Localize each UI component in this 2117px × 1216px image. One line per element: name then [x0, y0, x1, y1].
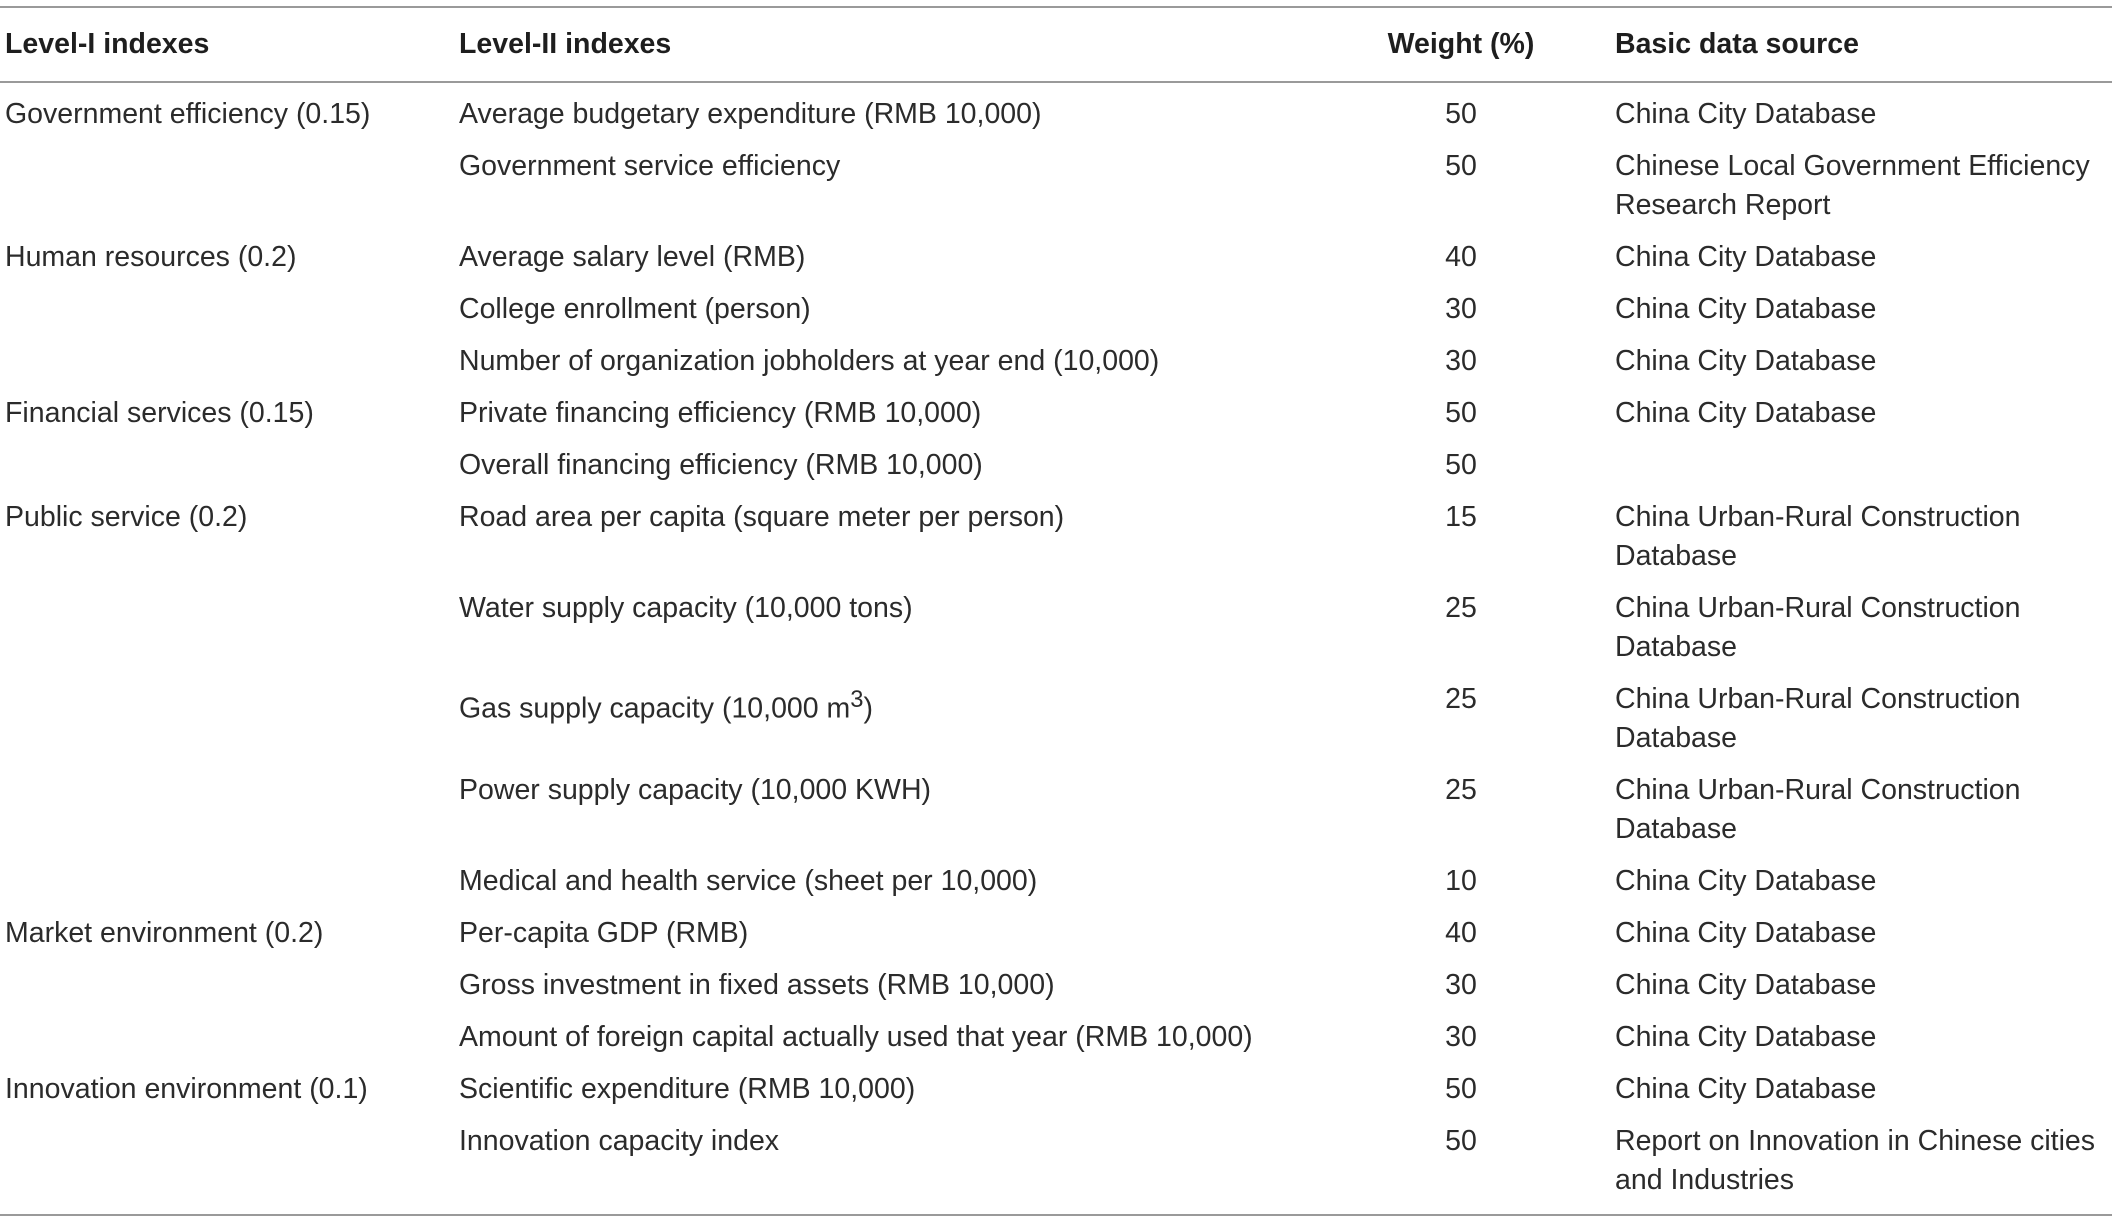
table-body: [0, 82, 2112, 1215]
cell-level2: Average salary level (RMB): [459, 241, 806, 273]
cell-level2: Gross investment in fixed assets (RMB 10,000): [459, 969, 1055, 1001]
cell-weight: 50: [1445, 98, 1477, 130]
superscript-exponent: 3: [850, 686, 864, 713]
cell-source: China City Database: [1615, 865, 1877, 897]
cell-weight: 30: [1445, 1021, 1477, 1053]
cell-level1: Government efficiency (0.15): [5, 98, 371, 130]
cell-level2: Scientific expenditure (RMB 10,000): [459, 1073, 916, 1105]
header-weight: Weight (%): [1387, 28, 1535, 60]
cell-level1: Financial services (0.15): [5, 397, 314, 429]
cell-weight: 50: [1445, 449, 1477, 481]
cell-source: China City Database: [1615, 345, 1877, 377]
cell-source: China City Database: [1615, 241, 1877, 273]
table-row: [0, 142, 2112, 233]
cell-level1: Market environment (0.2): [5, 917, 324, 949]
cell-weight: 15: [1445, 501, 1477, 533]
cell-level1: [0, 857, 455, 909]
cell-source: China Urban-Rural Construction Database: [1615, 774, 2021, 845]
cell-level2: Amount of foreign capital actually used that year (RMB 10,000): [459, 1021, 1253, 1053]
table-row: [0, 493, 2112, 584]
cell-source: China Urban-Rural Construction Database: [1615, 592, 2021, 663]
table-row: [0, 909, 2112, 961]
cell-source: Report on Innovation in Chinese cities and Industries: [1615, 1125, 2096, 1196]
table-row: [0, 961, 2112, 1013]
cell-level2-text: Gas supply capacity (10,000 m: [459, 692, 851, 725]
cell-level2: Road area per capita (square meter per person): [459, 501, 1065, 533]
index-system-table: [0, 6, 2112, 1216]
cell-level1: [0, 675, 455, 766]
header-row: [0, 7, 2112, 82]
cell-source: China City Database: [1615, 293, 1877, 325]
cell-source: China City Database: [1615, 917, 1877, 949]
cell-level2: College enrollment (person): [459, 293, 811, 325]
cell-level2: Power supply capacity (10,000 KWH): [459, 774, 932, 806]
table-row: [0, 441, 2112, 493]
cell-level1: Public service (0.2): [5, 501, 248, 533]
cell-source: China City Database: [1615, 98, 1877, 130]
table-row: [0, 675, 2112, 766]
table-row: [0, 82, 2112, 142]
cell-level2: Government service efficiency: [459, 150, 841, 182]
cell-weight: 40: [1445, 917, 1477, 949]
cell-level1: [0, 961, 455, 1013]
table-row: [0, 766, 2112, 857]
cell-level2: Private financing efficiency (RMB 10,000): [459, 397, 982, 429]
cell-level2: Average budgetary expenditure (RMB 10,000): [459, 98, 1042, 130]
cell-source: China City Database: [1615, 1073, 1877, 1105]
table-row: [0, 337, 2112, 389]
table-row: [0, 285, 2112, 337]
cell-source: Chinese Local Government Efficiency Research Report: [1615, 150, 2090, 221]
cell-weight: 30: [1445, 969, 1477, 1001]
table-row: [0, 233, 2112, 285]
cell-weight: 40: [1445, 241, 1477, 273]
cell-weight: 50: [1445, 150, 1477, 182]
table-row: [0, 1013, 2112, 1065]
cell-level2: Number of organization jobholders at year end (10,000): [459, 345, 1160, 377]
cell-weight: 30: [1445, 345, 1477, 377]
cell-level2: Medical and health service (sheet per 10,000): [459, 865, 1038, 897]
table-row: [0, 1117, 2112, 1215]
cell-level2: [455, 675, 1311, 766]
header-level2: Level-II indexes: [459, 28, 672, 60]
cell-source: China City Database: [1615, 1021, 1877, 1053]
cell-level1: [0, 1013, 455, 1065]
index-table-container: [0, 6, 2112, 1216]
cell-weight: 10: [1445, 865, 1477, 897]
cell-level2: Per-capita GDP (RMB): [459, 917, 749, 949]
cell-weight: 25: [1445, 774, 1477, 806]
cell-level2: Overall financing efficiency (RMB 10,000): [459, 449, 983, 481]
table-row: [0, 857, 2112, 909]
cell-weight: 50: [1445, 1125, 1477, 1157]
table-row: [0, 389, 2112, 441]
table-row: [0, 1065, 2112, 1117]
cell-weight: 50: [1445, 1073, 1477, 1105]
cell-level2: Innovation capacity index: [459, 1125, 780, 1157]
cell-source: China Urban-Rural Construction Database: [1615, 683, 2021, 754]
cell-level1: Human resources (0.2): [5, 241, 297, 273]
cell-source: China City Database: [1615, 397, 1877, 429]
cell-level1: [0, 584, 455, 675]
table-header: [0, 7, 2112, 82]
table-row: [0, 584, 2112, 675]
cell-source: China Urban-Rural Construction Database: [1615, 501, 2021, 572]
cell-level1: Innovation environment (0.1): [5, 1073, 368, 1105]
header-source: Basic data source: [1615, 28, 1859, 60]
cell-weight: 30: [1445, 293, 1477, 325]
cell-level2-tail: ): [863, 692, 873, 725]
cell-source: [1611, 441, 2112, 493]
cell-level2: Water supply capacity (10,000 tons): [459, 592, 913, 624]
cell-level1: [0, 1117, 455, 1215]
cell-level1: [0, 441, 455, 493]
cell-level1: [0, 285, 455, 337]
cell-source: China City Database: [1615, 969, 1877, 1001]
cell-level1: [0, 766, 455, 857]
cell-weight: 25: [1445, 592, 1477, 624]
cell-weight: 25: [1445, 683, 1477, 715]
cell-level1: [0, 142, 455, 233]
cell-level1: [0, 337, 455, 389]
header-level1: Level-I indexes: [5, 28, 210, 60]
cell-weight: 50: [1445, 397, 1477, 429]
